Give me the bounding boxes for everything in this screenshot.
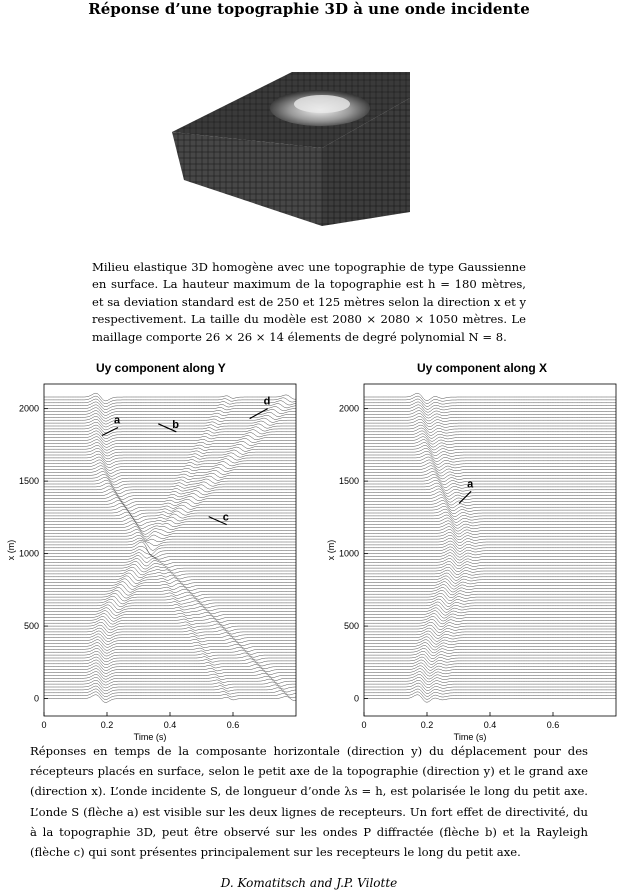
caption-bottom: Réponses en temps de la composante horizontale (direction y) du déplacement pour des récepteurs placés en surface, selon le petit axe de la topographie (direction y) et le grand axe (direction x). L’onde incidente S, de longueur d’onde λs = h, est polarisée le long du petit axe. L’onde S (flèche a) est visible sur les deux lignes de recepteurs. Un fort effet de directivité, du à la topographie 3D, peut être observé sur les ondes P diffractée (flèche b) et la Rayleigh (flèche c) qui sont présentes principalement sur les recepteurs le long du petit axe. — [30, 744, 588, 860]
y-tick-label: 0 — [33, 693, 39, 704]
x-tick-label: 0.2 — [420, 720, 434, 730]
page-title: Réponse d’une topographie 3D à une onde incidente — [88, 0, 530, 18]
topography-3d-figure — [172, 62, 434, 232]
y-tick-label: 2000 — [338, 403, 359, 414]
chart-title-right: Uy component along X — [417, 361, 548, 375]
y-tick-label: 1500 — [18, 476, 39, 487]
chart-right — [320, 376, 618, 746]
caption-top: Milieu elastique 3D homogène avec une topographie de type Gaussienne en surface. La hauteur maximum de la topographie est h = 180 mètres, et sa deviation standard est de 250 et 125 mètres selon la direction x et y respectivement. La taille du modèle est 2080 × 2080 × 1050 mètres. Le maillage comporte 26 × 26 × 14 élements de degré polynomial N = 8. — [92, 260, 526, 344]
annotation-label: c — [222, 511, 229, 524]
x-tick-label: 0.2 — [100, 720, 114, 730]
annotation-label: a — [114, 414, 121, 427]
x-axis-label: Time (s) — [133, 732, 167, 742]
annotation-label: d — [263, 395, 271, 408]
authors: D. Komatitsch and J.P. Vilotte — [220, 876, 398, 890]
y-tick-label: 0 — [353, 693, 359, 704]
x-tick-label: 0 — [361, 720, 367, 730]
y-tick-label: 1000 — [338, 548, 359, 559]
y-axis-label: x (m) — [326, 539, 336, 561]
x-tick-label: 0.4 — [483, 720, 497, 730]
annotation-label: a — [467, 478, 474, 491]
x-tick-label: 0.6 — [226, 720, 240, 730]
x-tick-label: 0 — [41, 720, 47, 730]
y-tick-label: 1500 — [338, 476, 359, 487]
x-tick-label: 0.4 — [163, 720, 177, 730]
chart-title-left: Uy component along Y — [96, 361, 226, 375]
annotation-label: b — [172, 418, 180, 431]
y-tick-label: 2000 — [18, 403, 39, 414]
x-axis-label: Time (s) — [453, 732, 487, 742]
plot-frame — [44, 384, 296, 716]
x-tick-label: 0.6 — [546, 720, 560, 730]
y-tick-label: 1000 — [18, 548, 39, 559]
plot-frame — [364, 384, 616, 716]
y-axis-label: x (m) — [6, 539, 16, 561]
chart-left — [0, 376, 300, 746]
y-tick-label: 500 — [343, 621, 359, 632]
y-tick-label: 500 — [23, 621, 39, 632]
